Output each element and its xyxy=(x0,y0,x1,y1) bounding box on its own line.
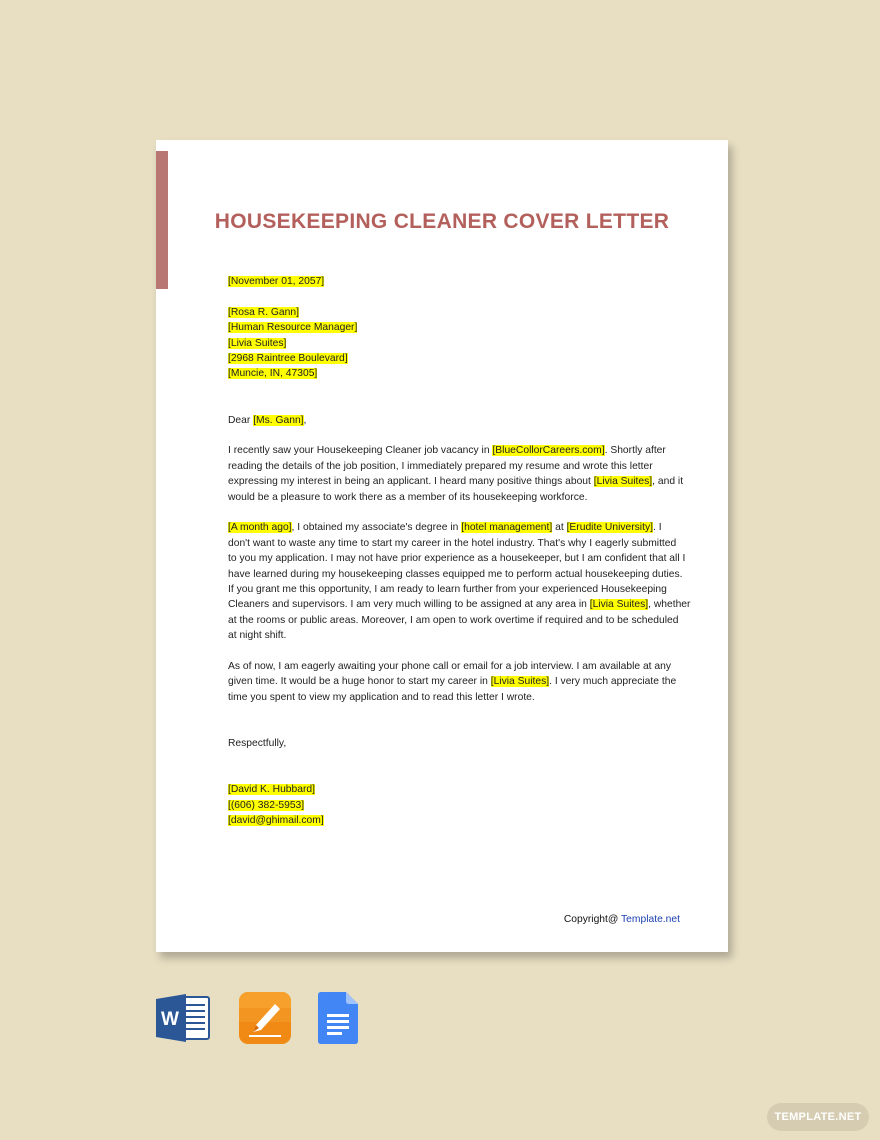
salutation xyxy=(228,413,688,428)
salutation-suffix: , xyxy=(303,414,307,426)
p1-highlight-website: [BlueCollorCareers.com] xyxy=(492,445,605,457)
p2-text: at the rooms or public areas. Moreover, I am open to work overtime if required and to be scheduled xyxy=(228,614,679,626)
closing xyxy=(228,736,688,751)
p2-highlight-time: [A month ago] xyxy=(228,522,292,534)
p2-text: , whether xyxy=(648,599,691,611)
copyright xyxy=(564,914,680,925)
signature-name: [David K. Hubbard] xyxy=(228,784,315,796)
svg-text:W: W xyxy=(161,1009,179,1030)
p3-text: . I very much appreciate the xyxy=(549,676,677,688)
p1-text: expressing my interest in being an applicant. I heard many positive things about xyxy=(228,476,594,488)
recipient-position: [Human Resource Manager] xyxy=(228,322,358,334)
signature-phone: [(606) 382-5953] xyxy=(228,799,305,811)
p2-text: have learned during my housekeeping classes equipped me to perform actual housekeeping duties. xyxy=(228,568,683,580)
paragraph-1 xyxy=(228,443,688,505)
google-docs-icon[interactable] xyxy=(318,992,358,1044)
p2-text: to you my application. I may not have prior experience as a housekeeper, but I am confident that all I xyxy=(228,553,686,565)
p2-text: , I obtained my associate's degree in xyxy=(291,522,462,534)
p1-highlight-company: [Livia Suites] xyxy=(593,476,653,488)
p2-text: don't want to waste any time to start my career in the hotel industry. That's why I eagerly submitted xyxy=(228,537,677,549)
p2-text: If you grant me this opportunity, I am ready to learn further from your experienced Housekeeping xyxy=(228,584,667,596)
paragraph-3 xyxy=(228,659,688,705)
pages-icon[interactable] xyxy=(239,992,291,1044)
copyright-label: Copyright@ xyxy=(563,914,622,925)
p2-highlight-university: [Erudite University] xyxy=(566,522,653,534)
salutation-prefix: Dear xyxy=(228,414,254,426)
p2-text: at night shift. xyxy=(228,630,287,642)
p3-text: time you spent to view my application and to read this letter I wrote. xyxy=(228,691,535,703)
p3-text: As of now, I am eagerly awaiting your phone call or email for a job interview. I am available at any xyxy=(228,661,671,673)
p1-text: would be a pleasure to work there as a member of its housekeeping workforce. xyxy=(228,491,588,503)
p2-text: at xyxy=(552,522,567,534)
recipient-name: [Rosa R. Gann] xyxy=(228,306,299,318)
copyright-link[interactable]: Template.net xyxy=(621,914,680,925)
word-icon[interactable] xyxy=(156,992,210,1044)
signature-block xyxy=(228,782,688,828)
p3-highlight-company: [Livia Suites] xyxy=(490,676,550,688)
p3-text: given time. It would be a huge honor to start my career in xyxy=(228,676,491,688)
p1-text: I recently saw your Housekeeping Cleaner job vacancy in xyxy=(228,445,493,457)
recipient-block xyxy=(228,305,688,382)
letter-page xyxy=(156,140,728,952)
p1-text: , and it xyxy=(652,476,684,488)
closing-text: Respectfully, xyxy=(228,738,287,750)
paragraph-2 xyxy=(228,520,691,643)
signature-email: [david@ghimail.com] xyxy=(228,815,324,827)
recipient-city: [Muncie, IN, 47305] xyxy=(228,368,318,380)
recipient-street: [2968 Raintree Boulevard] xyxy=(228,353,348,365)
p1-text: reading the details of the job position, I immediately prepared my resume and wrote this letter xyxy=(228,460,653,472)
p1-text: . Shortly after xyxy=(604,445,666,457)
p2-highlight-degree: [hotel management] xyxy=(461,522,553,534)
template-net-badge[interactable]: TEMPLATE.NET xyxy=(767,1103,869,1131)
date-block xyxy=(228,274,688,289)
salutation-name: [Ms. Gann] xyxy=(253,414,304,426)
recipient-company: [Livia Suites] xyxy=(228,337,287,349)
date: [November 01, 2057] xyxy=(228,276,325,287)
p2-text: . I xyxy=(652,522,662,534)
p2-highlight-company: [Livia Suites] xyxy=(589,599,649,611)
letter-body xyxy=(228,274,691,829)
letter-title: HOUSEKEEPING CLEANER COVER LETTER xyxy=(214,210,670,233)
p2-text: Cleaners and supervisors. I am very much willing to be assigned at any area in xyxy=(228,599,590,611)
